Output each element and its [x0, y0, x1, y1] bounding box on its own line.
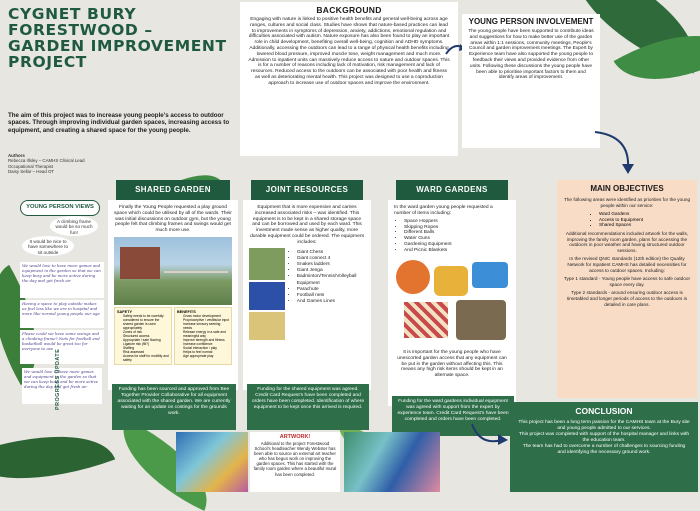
arrow-icon: [590, 128, 640, 178]
speech-bubble: It would be nice to have somewhere to sit outside: [22, 236, 74, 256]
picnic-blanket-photo: [404, 302, 448, 338]
main-objectives-recommendations: Additional recommendations included artwork for the walls, improving the family room garden, plans for accessing the outdoors in poor weather and having structured outdoor sessions.: [565, 230, 689, 253]
handwritten-note: We would love to have more games and equipment in the garden so that we can keep busy and be more active during the day and get fresh air: [20, 262, 104, 298]
ward-gardens-intro: In the ward garden young people requested a number of items including:: [394, 205, 493, 216]
artwork-text: Additional to the project Forestwood School’s headteacher Wendy Webster has been able to source an external art teacher who has begun work on improving the garden spaces. This has started with the family room garden where a beautiful mural has been completed.: [253, 441, 337, 477]
objective-item: • Shared Spaces: [599, 222, 691, 228]
handwritten-note: Please could we have some swings and a climbing frame? Nets for football and basketball would be great too for everyone to use: [20, 330, 104, 364]
safety-item: • Staffing: [123, 346, 169, 350]
joint-resources-funding-note: Funding for the shared equipment was agreed. Credit Card Request’s have been completed and orders have been completed. Identification of where equipment to be kept once this arrived is required.: [247, 384, 369, 430]
benefit-item: • Increase confidence: [183, 342, 229, 346]
background-heading: BACKGROUND: [316, 5, 382, 15]
artwork-photo-left: [176, 432, 248, 492]
ward-item: • Water Guns: [404, 236, 510, 242]
equipment-item: • Giant connect 4: [297, 256, 365, 262]
safety-item: • Safety needs to be carefully considered to ensure the shared garden is used appropriately: [123, 314, 169, 330]
shared-garden-heading: SHARED GARDEN: [116, 180, 230, 200]
equipment-photos: [249, 248, 285, 340]
main-objectives-intro: The following areas were identified as priorities for the young people within our service:: [563, 197, 691, 208]
gardening-photo: [456, 300, 506, 340]
objective-item: • Ward Gardens: [599, 211, 691, 217]
safety-item: • Appropriate / safe flooring: [123, 338, 169, 342]
conclusion-text-1: This project has been a long term passion for the CAMHS team at the Bury site and young people admitted to our services.: [518, 420, 690, 431]
chess-photo: [249, 248, 285, 280]
yp-involvement-heading: YOUNG PERSON INVOLVEMENT: [468, 17, 594, 26]
shared-garden-section: [108, 180, 238, 416]
artwork-section: [250, 432, 340, 492]
equipment-item: • And Games Lines: [297, 299, 365, 305]
equipment-item: • Giant Chess: [297, 250, 365, 256]
artwork-photo-right: [344, 432, 440, 492]
space-hopper-photo: [396, 260, 430, 294]
conclusion-section: [510, 402, 698, 492]
connect4-photo: [249, 282, 285, 310]
joint-resources-heading: JOINT RESOURCES: [251, 180, 363, 200]
safety-item: • Risk assessed: [123, 350, 169, 354]
benefit-item: • Improve strength and fitness: [183, 338, 229, 342]
joint-resources-body: [243, 200, 371, 390]
fence-shape: [164, 271, 228, 283]
main-objectives-qnic: In the revised QNIC standards (12th edition) the Quality Network for Inpatient CAMHS has detailed necessities for access to outdoor spaces. Including:: [567, 256, 687, 273]
shared-garden-funding-note: Funding has been sourced and approved from Bee Together Provider Collaborative for all equipment associated with the shared garden. We are currently waiting for an update on costings for the grounds work.: [112, 384, 236, 430]
safety-item: • Structured access: [123, 334, 169, 338]
benefit-item: • Increase sensory seeking needs: [183, 322, 229, 330]
safety-box: [114, 307, 172, 365]
equipment-item: • Badminton/Tennis/Volleyball Equipment: [297, 274, 365, 286]
equipment-item: • Football nets: [297, 293, 365, 299]
author-line: Daisy Sellar – Head OT: [8, 168, 55, 174]
ward-item: • Gardening Equipment: [404, 242, 510, 248]
playground-photo: [114, 237, 232, 305]
handwritten-note: Having a space to play outside makes us feel less like we are in hospital and more like normal young people our age: [20, 300, 104, 328]
ward-gardens-funding-note: Funding for the ward gardens individual equipment was agreed with support from the expert by experience team. Credit Card Request’s have been completed and orders have been completed.: [392, 396, 514, 436]
benefit-item: • Helps to feel normal: [183, 350, 229, 354]
background-text: Engaging with nature is linked to positive health benefits and general well-being across age ranges, cultures and social class. Studies have shown that nature-based practices can lead to improvements in symptoms of depression, anxiety, addictions, emotional regulation and difficulties associated with autism. Nature exposure has also been found to play an important role in child development, benefiting overall well-being, cognition and ADHD symptoms. Additionally, accessing the outdoors can lead to a range of physical health benefits including lowered blood pressure, improved muscle tone, weight management and much more. Admission to inpatient units can massively reduce access to nature and outdoor spaces. This is for a number of reasons including lack of motivation, risk management and lack of resources. Reduced access to the outdoors can be associated with poor health and fitness as well as deteriorating mental health. This project was designed to use a coproduction approach to increase use of outdoor spaces and improve the environment.: [248, 17, 450, 86]
ward-item: • Skipping Ropes: [404, 225, 510, 231]
ward-gardens-section: [388, 180, 516, 416]
safety-heading: SAFETY: [117, 309, 132, 314]
yp-involvement-text: The young people have been supported to contribute ideas and suggestions for how to make better use of the garden areas within 1:1 sessions, community meetings, People’s Council and garden improvement meetings. The Expert by Experience team have also supported the young people to feedback their views and provided evidence from other units. Following these discussions the young people have been able to prioritise important factors to them and identify areas of improvement.: [468, 29, 594, 81]
water-gun-photo: [472, 262, 508, 288]
ladders-photo: [249, 312, 285, 340]
benefit-item: • Gross motor development: [183, 314, 229, 318]
young-person-views-heading: YOUNG PERSON VIEWS: [20, 200, 100, 216]
poster-title: CYGNET BURY FORESTWOOD – GARDEN IMPROVEMENT PROJECT: [8, 5, 227, 71]
authors: [8, 153, 158, 174]
speech-bubble: A climbing frame would be so much fun!: [50, 216, 98, 236]
joint-resources-intro: Equipment that is more expensive and carries increased associated risks – was identified. This equipment is to be kept in a shared storage space and can be borrowed and used by each ward. This investment made sense as higher quality, more durable equipment could be ordered. The equipment includes:: [250, 205, 364, 245]
joint-resources-section: [243, 180, 371, 380]
conclusion-text-2: This project was completed with support of the hospital manager and links with the education team.: [518, 431, 690, 443]
leaf-decoration: [0, 408, 115, 508]
equipment-item: • Snakes ladders: [297, 262, 365, 268]
main-objectives-section: [557, 180, 697, 398]
safety-item: • Access for staff for mobility and safety: [123, 354, 169, 362]
young-person-involvement-section: [462, 14, 600, 148]
balls-photo: [434, 266, 468, 296]
aim-statement: The aim of this project was to increase young people’s access to outdoor spaces. Through improving individual garden spaces, increasing access to equipment, and creating a shared space for the young people.: [8, 112, 230, 134]
authors-heading: Authors: [8, 153, 25, 158]
benefit-item: • Proprioceptive / vestibular input: [183, 318, 229, 322]
author-line: Occupational Therapist: [8, 163, 54, 169]
ward-item: • Space Hoppers: [404, 219, 510, 225]
equipment-item: • Parachute: [297, 287, 365, 293]
benefit-item: • Social interaction / play: [183, 346, 229, 350]
safety-item: • Ligature risk (fill?): [123, 342, 169, 346]
artwork-heading: ARTWORK!: [279, 434, 311, 440]
objective-item: • Access to Equipment: [599, 217, 691, 223]
ward-item: • Different Balls: [404, 230, 510, 236]
main-objectives-type2: Type 2 standards - around ensuring outdoor access is timetabled and longer periods of access to the outdoors is detailed in care plans.: [566, 290, 688, 307]
ward-gardens-text: It is important for the young people who have unescorted garden access that any equipment can be put in the garden without affecting this. This means any high risk items should be kept in an alternate space.: [397, 350, 507, 379]
shared-garden-body: [108, 200, 238, 390]
ward-item: • And Picnic Blankets: [404, 248, 510, 254]
ward-gardens-body: [388, 200, 516, 406]
ward-gardens-heading: WARD GARDENS: [396, 180, 508, 200]
main-objectives-type1: Type 1 standard - Young people have access to safe outdoor space every day.: [563, 276, 691, 287]
handwritten-note: We would love to have more games and equipment in the garden so that we can keep busy and be more active during the day and get fresh air: [22, 368, 102, 404]
benefits-heading: BENEFITS: [177, 309, 196, 314]
safety-item: • Zones of risk: [123, 330, 169, 334]
benefit-item: • Release energy in a safe and meaningful way: [183, 330, 229, 338]
benefit-item: • Age appropriate play: [183, 354, 229, 358]
conclusion-text-3: The team has had to overcome a number of challenges to sourcing funding and identifying the necessary ground work.: [522, 443, 686, 455]
main-objectives-heading: MAIN OBJECTIVES: [590, 184, 664, 193]
equipment-item: • Giant Jenga: [297, 268, 365, 274]
author-line: Rebecca Illsley – CAMHS Clinical Lead: [8, 158, 85, 164]
benefits-box: [174, 307, 232, 365]
background-section: [240, 2, 458, 156]
building-shape: [120, 247, 160, 279]
shared-garden-text: Finally the Young People requested a play ground space which could be utilised by all of the wards. Their was initial discussions on outdoor gym, but the young people felt that climbing frames and swings would get much more use.: [114, 205, 232, 234]
arrow-icon: [470, 420, 510, 450]
conclusion-heading: CONCLUSION: [575, 406, 633, 416]
ward-equipment-photos: [394, 256, 510, 348]
progress-update-label: PROGRESS UPDATE: [55, 348, 61, 410]
